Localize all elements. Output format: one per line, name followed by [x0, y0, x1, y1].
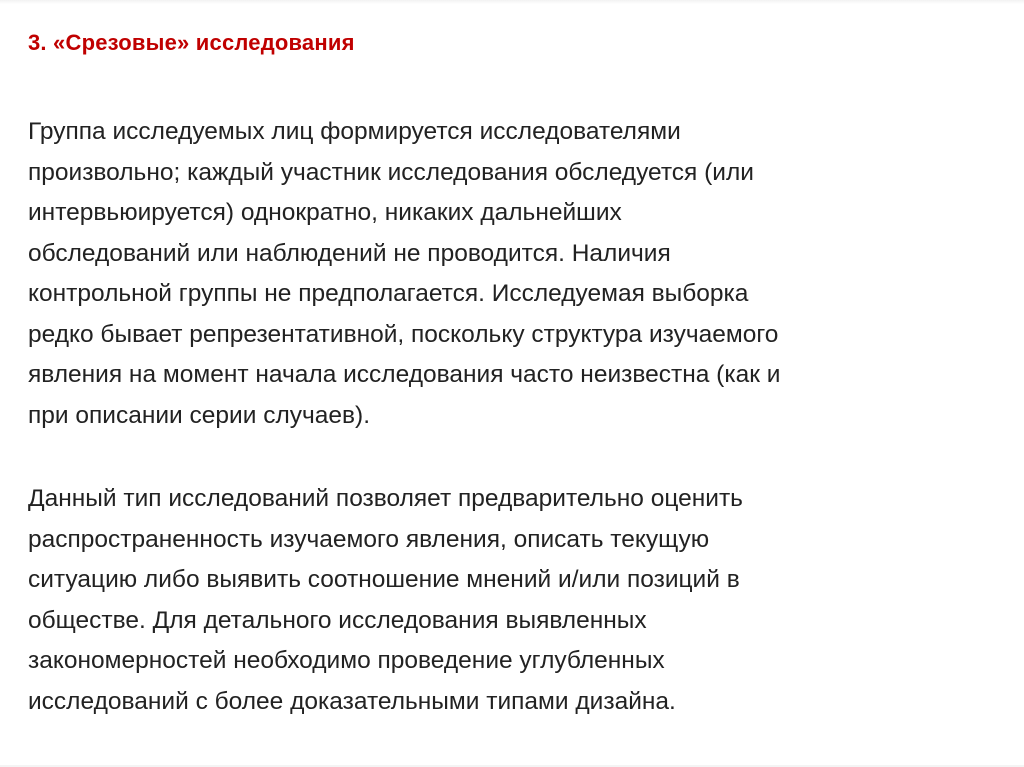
paragraph-line: произвольно; каждый участник исследования обследуется (или — [28, 158, 754, 186]
slide-top-edge — [0, 0, 1024, 4]
paragraph-line: контрольной группы не предполагается. Исследуемая выборка — [28, 280, 749, 307]
paragraph-line: интервьюируется) однократно, никаких дальнейших — [28, 199, 622, 226]
paragraph-line: Данный тип исследований позволяет предварительно оценить — [28, 485, 743, 512]
paragraph-line: обследований или наблюдений не проводится. Наличия — [28, 239, 671, 267]
paragraph-purpose — [28, 479, 1008, 722]
paragraph-line: исследований с более доказательными типами дизайна. — [28, 687, 676, 715]
paragraph-line: при описании серии случаев). — [28, 401, 371, 429]
paragraph-line: закономерностей необходимо проведение углубленных — [28, 647, 665, 674]
paragraph-line: обществе. Для детального исследования выявленных — [28, 606, 647, 634]
paragraph-line: редко бывает репрезентативной, поскольку структура изучаемого — [28, 320, 779, 348]
paragraph-line: ситуацию либо выявить соотношение мнений и/или позиций в — [28, 566, 740, 593]
slide-title: 3. «Срезовые» исследования — [28, 30, 355, 55]
paragraph-line: Группа исследуемых лиц формируется исследователями — [28, 118, 681, 145]
paragraph-definition — [28, 112, 1008, 436]
slide-content — [28, 28, 1008, 722]
paragraph-line: явления на момент начала исследования часто неизвестна (как и — [28, 361, 781, 388]
paragraph-line: распространенность изучаемого явления, описать текущую — [28, 525, 710, 553]
